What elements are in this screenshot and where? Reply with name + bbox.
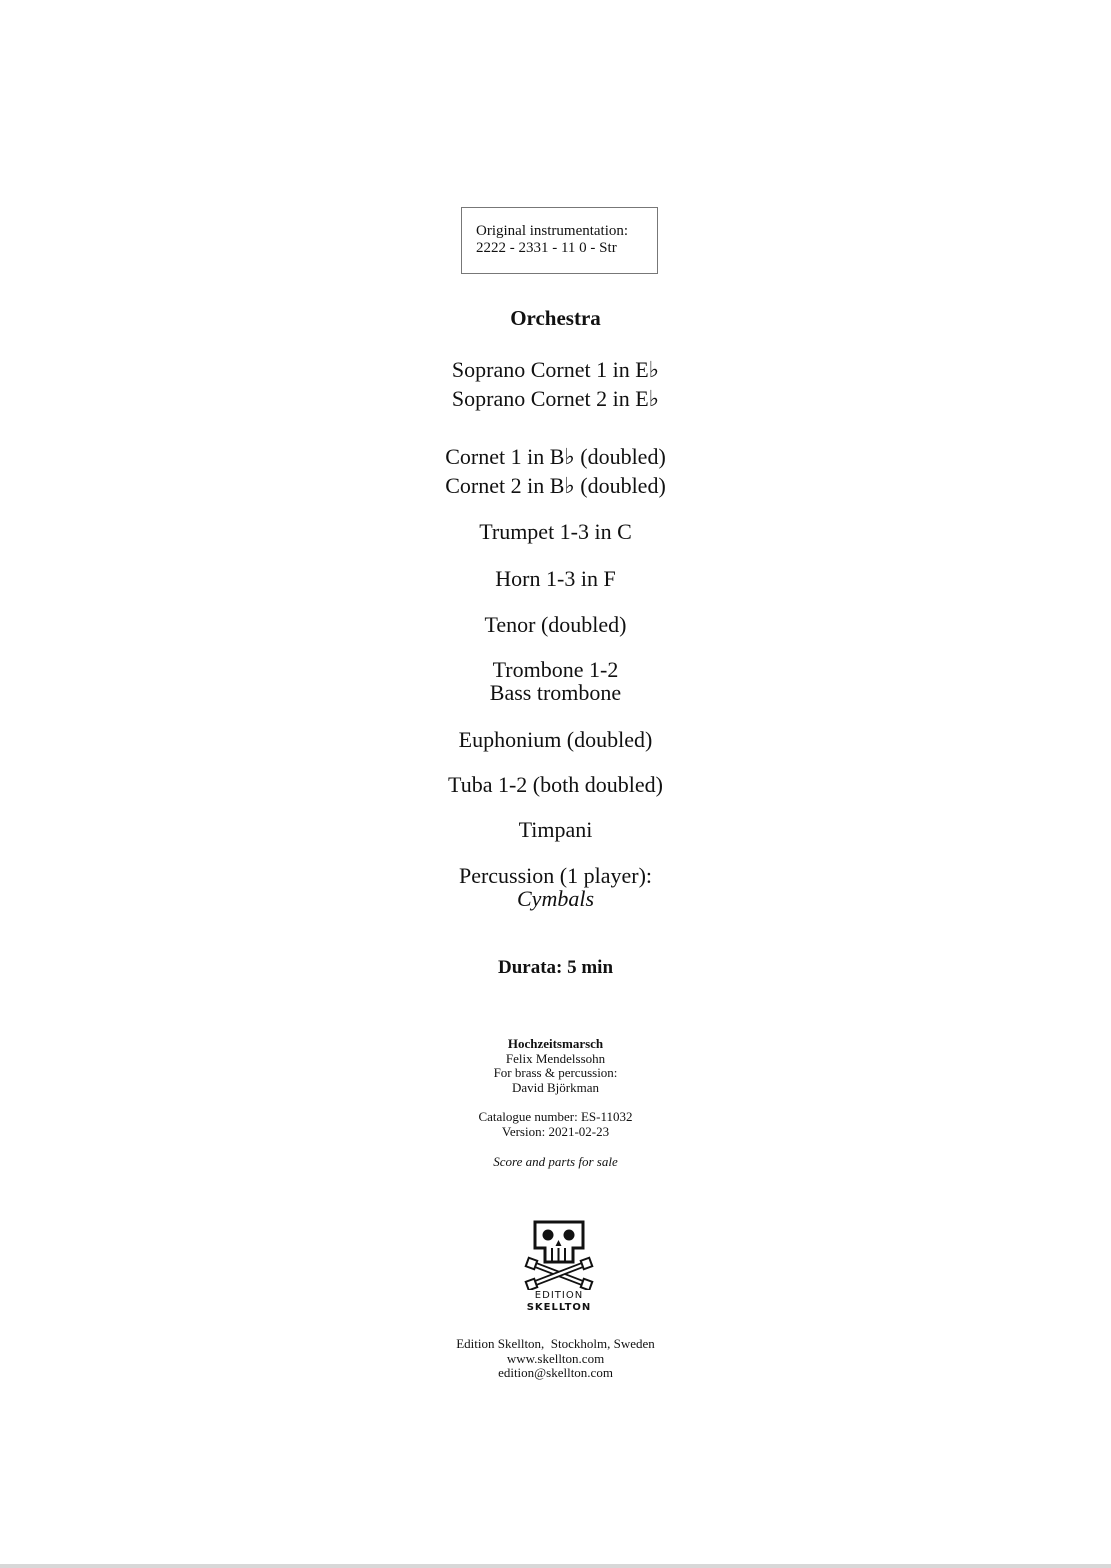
instrument-percussion-detail: Cymbals: [517, 886, 594, 911]
instrument-cornet-1: Cornet 1 in B♭ (doubled): [445, 444, 666, 469]
instrument-bass-trombone: Bass trombone: [489, 680, 622, 705]
sale-note: Score and parts for sale: [493, 1154, 618, 1169]
arranger: David Björkman: [511, 1080, 599, 1096]
instrumentation-label: Original instrumentation:: [476, 223, 629, 239]
instrument-trumpet: Trumpet 1-3 in C: [479, 519, 632, 544]
catalogue-info: [0, 1110, 1111, 1139]
catalogue-number: Catalogue number: ES-11032: [478, 1109, 633, 1124]
publisher-website: www.skellton.com: [506, 1350, 605, 1366]
edition-skellton-logo: [521, 1218, 597, 1316]
original-instrumentation-box: [461, 207, 658, 274]
orchestra-heading: Orchestra: [510, 306, 601, 330]
work-title: Hochzeitsmarsch: [507, 1036, 604, 1051]
instrument-group-trombones: [0, 658, 1111, 704]
instrument-euphonium: Euphonium (doubled): [458, 727, 653, 752]
instrumentation-code: 2222 - 2331 - 11 0 - Str: [476, 240, 617, 256]
instrument-soprano-cornet-2: Soprano Cornet 2 in E♭: [451, 386, 660, 411]
logo-skellton-text: SKELLTON: [526, 1302, 592, 1313]
publisher-info: [0, 1337, 1111, 1381]
page-bottom-edge: [0, 1564, 1111, 1568]
skull-crossbones-icon: [521, 1218, 597, 1290]
arrangement-label: For brass & percussion:: [493, 1065, 618, 1081]
version: Version: 2021-02-23: [501, 1123, 610, 1139]
instrument-timpani: Timpani: [518, 817, 593, 842]
composer: Felix Mendelssohn: [505, 1050, 606, 1066]
publisher-email: edition@skellton.com: [498, 1365, 613, 1381]
instrument-tenor: Tenor (doubled): [484, 612, 627, 637]
durata: Durata: 5 min: [497, 957, 614, 978]
instrument-trombone: Trombone 1-2: [492, 657, 619, 682]
instrument-group-soprano-cornets: [0, 355, 1111, 413]
work-info: [0, 1037, 1111, 1096]
instrument-horn: Horn 1-3 in F: [495, 566, 616, 591]
logo-edition-text: EDITION: [534, 1290, 584, 1301]
instrument-group-percussion: [0, 864, 1111, 910]
instrument-tuba: Tuba 1-2 (both doubled): [448, 772, 663, 797]
publisher-address: Edition Skellton, Stockholm, Sweden: [456, 1336, 655, 1351]
instrument-group-cornets: [0, 442, 1111, 500]
instrument-percussion: Percussion (1 player):: [458, 863, 653, 888]
instrument-soprano-cornet-1: Soprano Cornet 1 in E♭: [451, 357, 660, 382]
instrument-cornet-2: Cornet 2 in B♭ (doubled): [445, 473, 666, 498]
